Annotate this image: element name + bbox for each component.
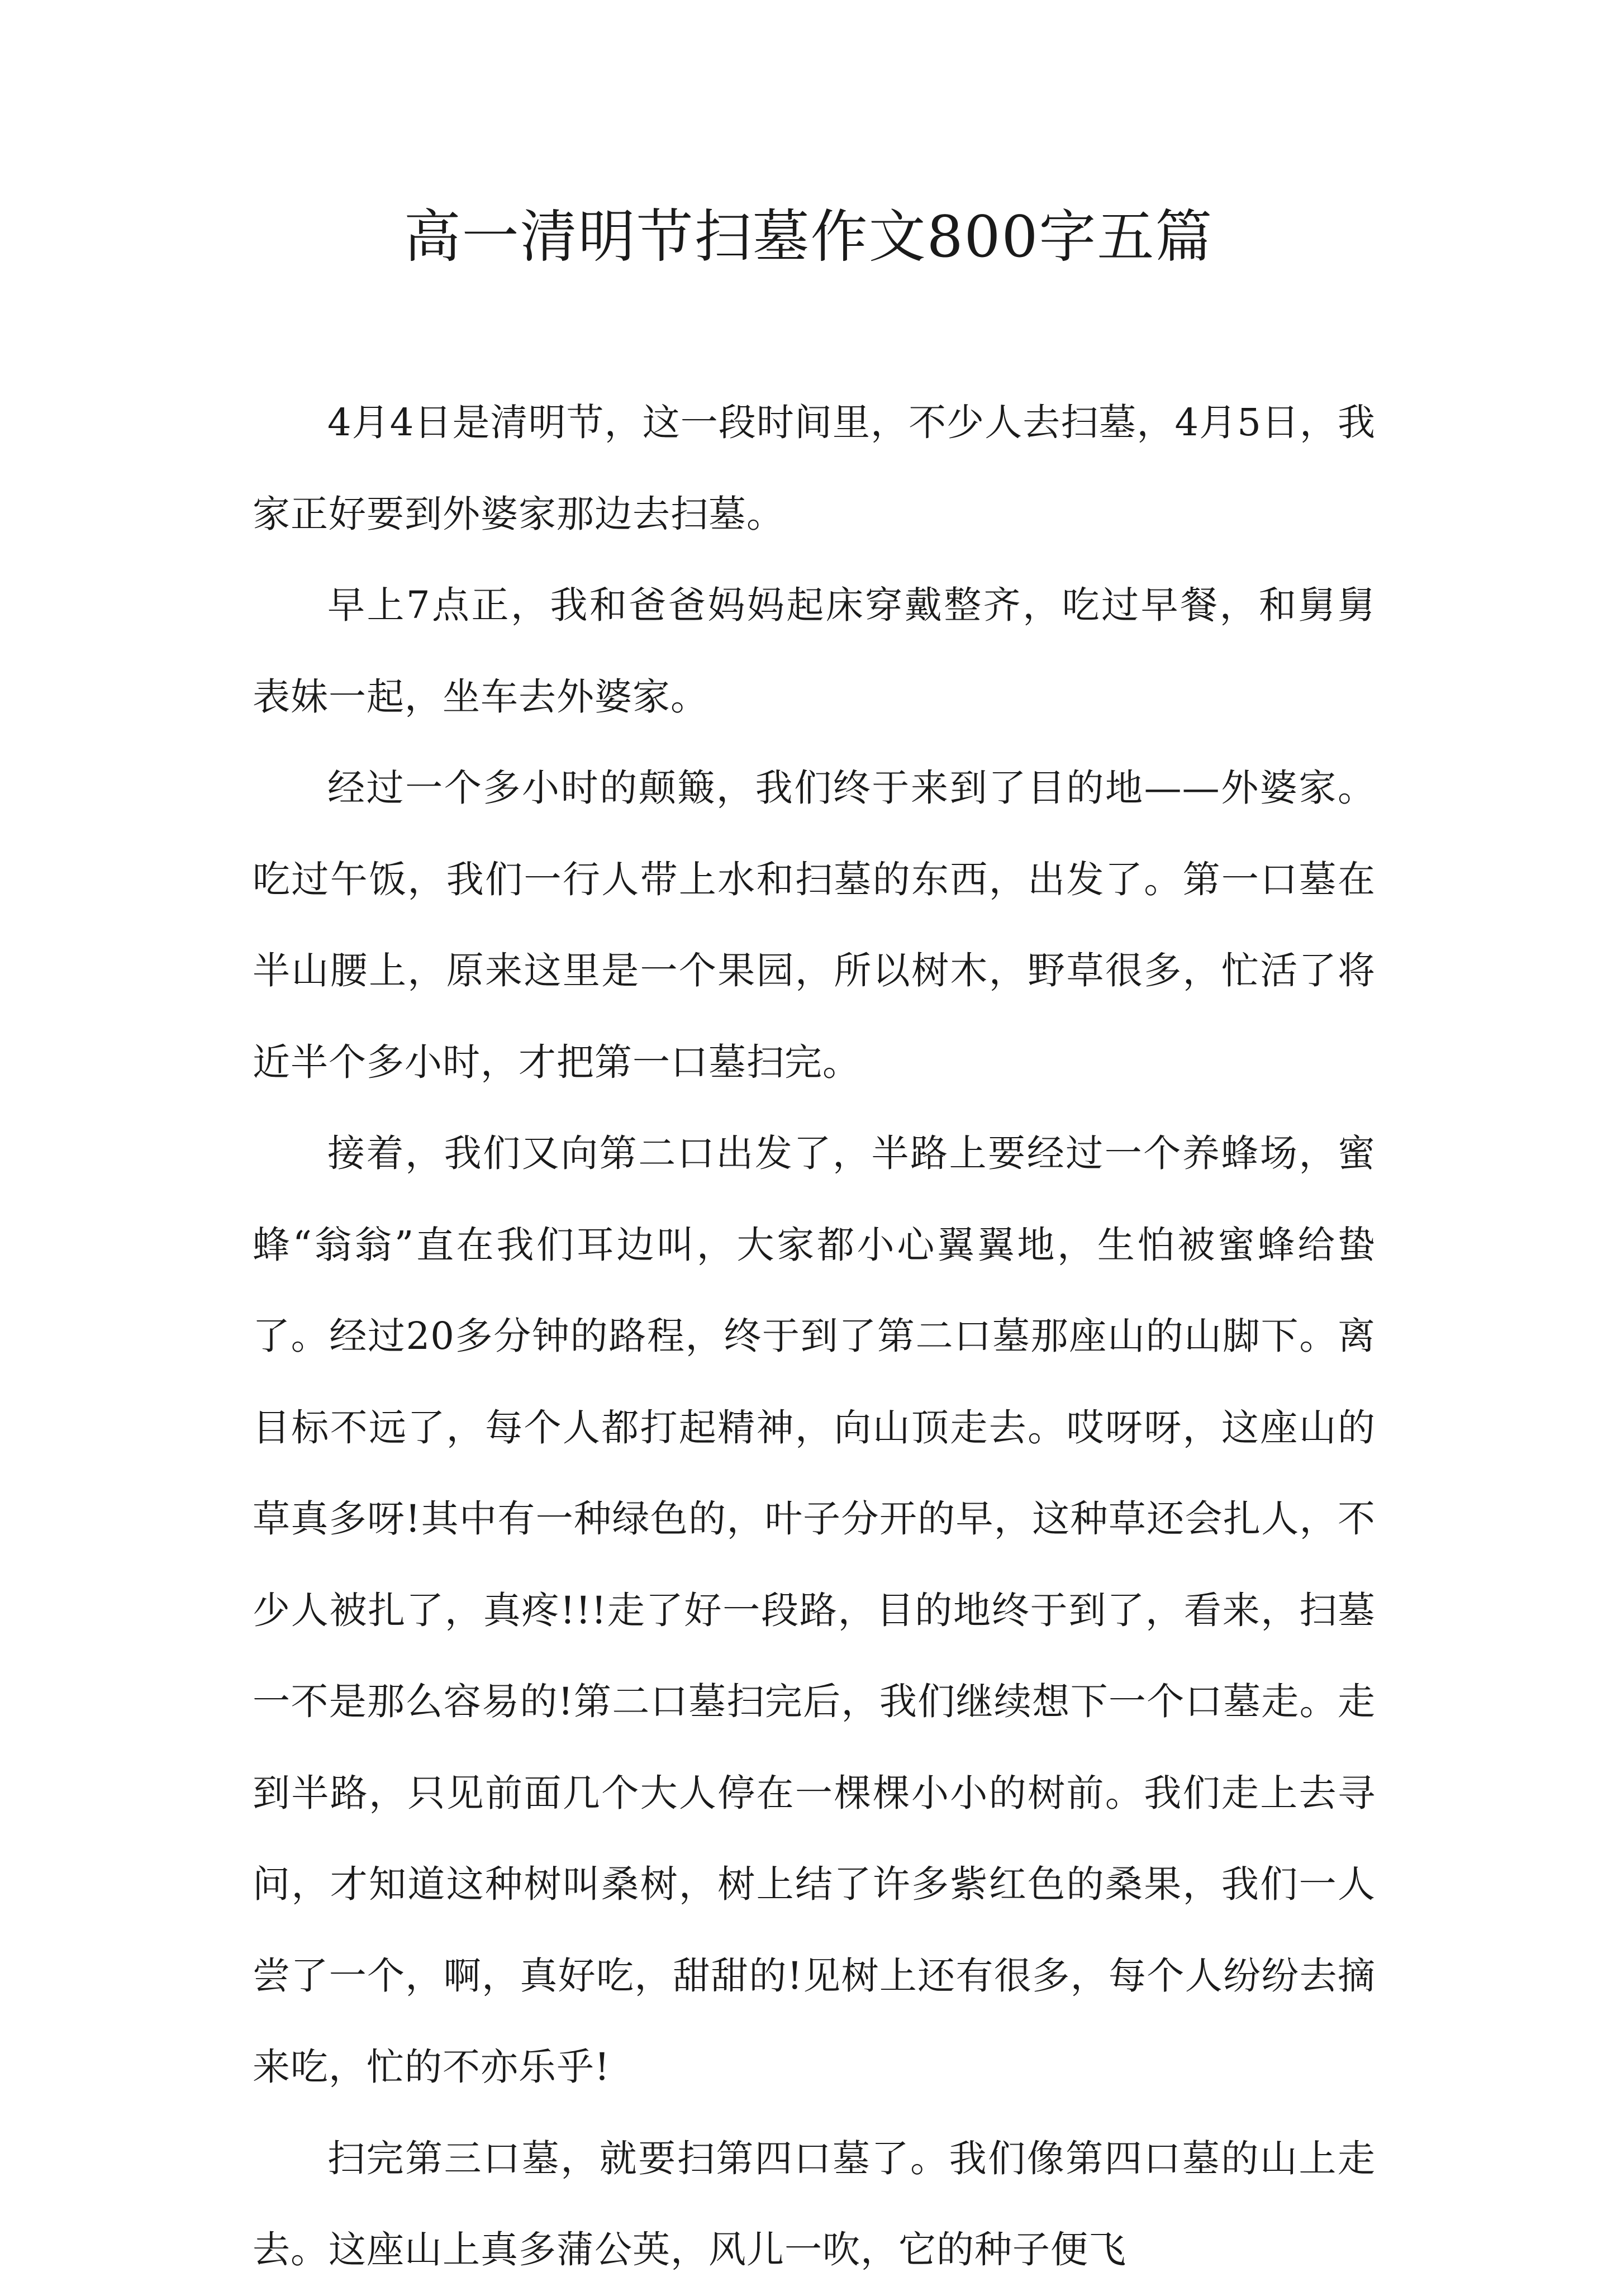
paragraph: 接着，我们又向第二口出发了，半路上要经过一个养蜂场，蜜蜂“翁翁”直在我们耳边叫，大家都小心翼翼地，生怕被蜜蜂给蛰了。经过20多分钟的路程，终于到了第二口墓那座山的山脚下。离目标不远了，每个人都打起精神，向山顶走去。哎呀呀，这座山的草真多呀!其中有一种绿色的，叶子分开的早，这种草还会扎人，不少人被扎了，真疼!!!走了好一段路，目的地终于到了，看来，扫墓一不是那么容易的!第二口墓扫完后，我们继续想下一个口墓走。走到半路，只见前面几个大人停在一棵棵小小的树前。我们走上去寻问，才知道这种树叫桑树，树上结了许多紫红色的桑果，我们一人尝了一个，啊，真好吃，甜甜的!见树上还有很多，每个人纷纷去摘来吃，忙的不亦乐乎! <box>253 1132 1376 2089</box>
document-title: 高一清明节扫墓作文800字五篇 <box>403 204 1214 270</box>
paragraph: 扫完第三口墓，就要扫第四口墓了。我们像第四口墓的山上走去。这座山上真多蒲公英，风儿一吹，它的种子便飞 <box>253 2136 1376 2271</box>
paragraph: 经过一个多小时的颠簸，我们终于来到了目的地——外婆家。吃过午饭，我们一行人带上水和扫墓的东西，出发了。第一口墓在半山腰上，原来这里是一个果园，所以树木，野草很多，忙活了将近半个多小时，才把第一口墓扫完。 <box>253 766 1376 1084</box>
paragraph: 早上7点正，我和爸爸妈妈起床穿戴整齐，吃过早餐，和舅舅表妹一起，坐车去外婆家。 <box>253 583 1376 719</box>
document-body <box>253 377 1376 2296</box>
paragraph: 4月4日是清明节，这一段时间里，不少人去扫墓，4月5日，我家正好要到外婆家那边去扫墓。 <box>253 401 1376 536</box>
